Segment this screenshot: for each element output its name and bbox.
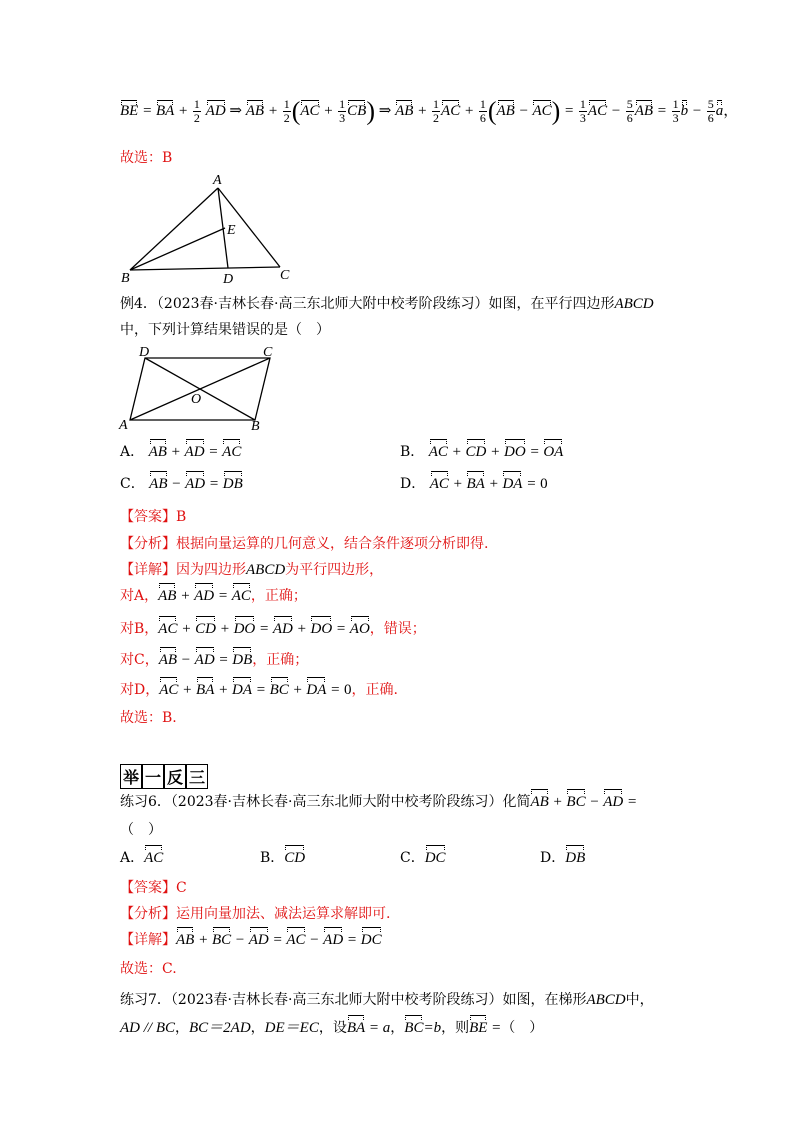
check-label: 对B， [120, 621, 159, 637]
num: 1 [579, 97, 586, 111]
tag-char: 举 [120, 764, 142, 789]
option-letter: C． [400, 850, 425, 866]
var-a: a [382, 1020, 391, 1036]
shape-name: ABCD [614, 296, 654, 312]
vec-ac: AC [441, 102, 461, 119]
ex4-check-d: 对D，AC + BA + DA = BC + DA = 0，正确. [120, 682, 398, 698]
vec-b: b [680, 102, 689, 119]
text: ，则 [441, 1020, 470, 1036]
option-vector: AC [144, 850, 164, 866]
side-ab [130, 188, 218, 270]
tag-char: 反 [164, 764, 186, 789]
ex4-check-b: 对B，AC + CD + DO = AD + DO = AO，错误； [120, 621, 426, 637]
vec-ab: AB [245, 102, 265, 119]
option-vector: DB [565, 850, 586, 866]
vec-ab: AB [634, 102, 654, 119]
num: 1 [672, 97, 679, 111]
op: = [564, 102, 575, 119]
den: 6 [479, 111, 486, 125]
example4-line1 [120, 294, 654, 314]
fraction [707, 98, 715, 125]
option-d[interactable]: D． AC + BA + DA = 0 [400, 476, 548, 492]
fraction [579, 98, 587, 125]
condition: AD // BC [120, 1020, 175, 1036]
ex4-analysis: 【分析】根据向量运算的几何意义，结合条件逐项分析即得. [120, 536, 489, 552]
vec-ab: AB [496, 102, 515, 119]
practice-label: 练习6． [120, 794, 171, 810]
den: 6 [626, 111, 633, 125]
fraction [338, 98, 346, 125]
top-formula [120, 98, 738, 125]
section-tag [120, 764, 208, 789]
practice6-option-a[interactable] [120, 848, 163, 868]
option-letter: B． [260, 850, 285, 866]
op: + [267, 102, 278, 119]
check-label: 对A， [120, 588, 159, 604]
label-b: B [251, 419, 260, 434]
diagonal-bd [145, 358, 255, 420]
label-c: C [263, 345, 273, 360]
ex4-answer: 【答案】B [120, 509, 187, 525]
zero-value: 0 [344, 682, 352, 698]
den: 2 [283, 111, 290, 125]
shape-name: ABCD [586, 992, 626, 1008]
option-letter: B． [400, 444, 425, 460]
text: 中， [625, 992, 654, 1008]
op: + [178, 102, 189, 119]
practice7-line1 [120, 990, 654, 1010]
verdict: ，正确； [250, 588, 307, 604]
verdict: ，正确. [351, 682, 398, 698]
vec-a: a [715, 102, 724, 119]
fraction [283, 98, 291, 125]
detail-label: 【详解】 [120, 932, 176, 948]
num: 1 [193, 97, 200, 111]
practice6-line1: 练习6．（2023春·吉林长春·高三东北师大附中校考阶段练习）化简AB + BC − AD = [120, 794, 638, 810]
vec-cb: CB [347, 102, 367, 119]
paren-close: ) [551, 96, 561, 126]
check-label: 对D， [120, 682, 160, 698]
segment-be [130, 228, 225, 270]
zero-value: 0 [540, 476, 548, 492]
practice7-line2: AD // BC，BC＝2AD，DE＝EC，设BA = a，BC=b，则BE =（ ） [120, 1020, 544, 1036]
fraction [672, 98, 680, 125]
vec-ba: BA [346, 1020, 366, 1036]
ex4-check-c: 对C，AB − AD = DB，正确； [120, 652, 309, 668]
detail-prefix: 【详解】因为四边形 [120, 562, 246, 578]
practice6-option-c[interactable] [400, 848, 446, 868]
vec-ac: AC [532, 102, 552, 119]
vec-ad: AD [205, 102, 226, 119]
text: ，设 [318, 1020, 347, 1036]
op: ⇒ [229, 102, 242, 119]
practice-source: （2023春·吉林长春·高三东北师大附中校考阶段练习）化简 [170, 794, 531, 810]
num: 1 [479, 97, 486, 111]
triangle-figure [115, 170, 305, 285]
verdict: ，错误； [369, 621, 426, 637]
fraction [626, 98, 634, 125]
var-b: b [433, 1020, 442, 1036]
op: + [417, 102, 428, 119]
verdict: ，正确； [252, 652, 309, 668]
op: + [463, 102, 475, 119]
practice-label: 练习7． [120, 992, 171, 1008]
ex4-detail [120, 560, 383, 580]
paren-open: ( [291, 96, 301, 126]
label-o: O [191, 392, 202, 407]
num: 5 [707, 97, 714, 111]
side-bc [130, 267, 280, 270]
condition: DE＝EC [264, 1020, 319, 1036]
op: − [691, 102, 703, 119]
label-a: A [213, 173, 222, 188]
answer-paren: （ ） [501, 1020, 544, 1036]
option-a[interactable]: A． AB + AD = AC [120, 444, 242, 460]
comma: ， [723, 102, 739, 119]
practice6-select: 故选：C. [120, 961, 177, 977]
option-letter: A． [120, 850, 145, 866]
fraction [193, 98, 201, 125]
option-c[interactable]: C． AB − AD = DB [120, 476, 243, 492]
vec-bc: BC [404, 1020, 424, 1036]
ex4-select: 故选：B. [120, 710, 177, 726]
practice6-paren: （ ） [120, 822, 162, 838]
option-vector: DC [424, 850, 446, 866]
check-label: 对C， [120, 652, 159, 668]
den: 6 [707, 111, 714, 125]
label-d: D [139, 345, 150, 360]
vec-ab: AB [395, 102, 414, 119]
vec-be: BE [120, 102, 139, 119]
answer1-select: 故选：B [120, 150, 173, 166]
example-source: （2023春·吉林长春·高三东北师大附中校考阶段练习）如图，在平行四边形 [156, 296, 615, 312]
op: ⇒ [378, 102, 392, 119]
ex4-check-a: 对A，AB + AD = AC，正确； [120, 588, 307, 604]
fraction [432, 98, 440, 125]
den: 2 [193, 111, 200, 125]
practice6-option-d[interactable] [540, 848, 585, 868]
op: − [518, 102, 529, 119]
label-d: D [223, 272, 234, 285]
fraction [479, 98, 487, 125]
option-vector: CD [284, 850, 306, 866]
option-b[interactable]: B． AC + CD + DO = OA [400, 444, 564, 460]
option-letter: D． [540, 850, 566, 866]
num: 1 [339, 97, 346, 111]
tag-char: 三 [186, 764, 208, 789]
practice6-option-b[interactable] [260, 848, 305, 868]
example-label: 例4． [120, 296, 157, 312]
label-b: B [121, 271, 130, 285]
label-e: E [227, 223, 236, 238]
num: 1 [283, 97, 290, 111]
practice6-answer: 【答案】C [120, 880, 187, 896]
num: 1 [433, 97, 440, 111]
option-letter: C． [120, 476, 145, 492]
paren-close: ) [366, 96, 375, 126]
vec-be: BE [469, 1020, 488, 1036]
den: 2 [433, 111, 440, 125]
practice-source: （2023春·吉林长春·高三东北师大附中校考阶段练习）如图，在梯形 [170, 992, 587, 1008]
vec-ac: AC [587, 102, 608, 119]
op: − [610, 102, 621, 119]
paren-open: ( [487, 96, 497, 126]
practice6-detail: 【详解】AB + BC − AD = AC − AD = DC [120, 932, 382, 948]
op: + [323, 102, 334, 119]
num: 5 [626, 97, 633, 111]
op: = [142, 102, 153, 119]
practice6-analysis: 【分析】运用向量加法、减法运算求解即可. [120, 906, 391, 922]
den: 3 [672, 111, 679, 125]
detail-suffix: 为平行四边形， [285, 562, 384, 578]
parallelogram-figure [115, 340, 285, 435]
label-a: A [119, 418, 128, 433]
label-c: C [280, 268, 290, 283]
vec-ac: AC [300, 102, 320, 119]
option-letter: A． [120, 444, 145, 460]
condition: BC＝2AD [189, 1020, 251, 1036]
option-letter: D． [400, 476, 426, 492]
op: = [656, 102, 667, 119]
shape-name: ABCD [246, 562, 286, 578]
den: 3 [579, 111, 586, 125]
vec-ba: BA [155, 102, 175, 119]
example4-line2: 中，下列计算结果错误的是（ ） [120, 322, 330, 338]
tag-char: 一 [142, 764, 164, 789]
den: 3 [339, 111, 346, 125]
